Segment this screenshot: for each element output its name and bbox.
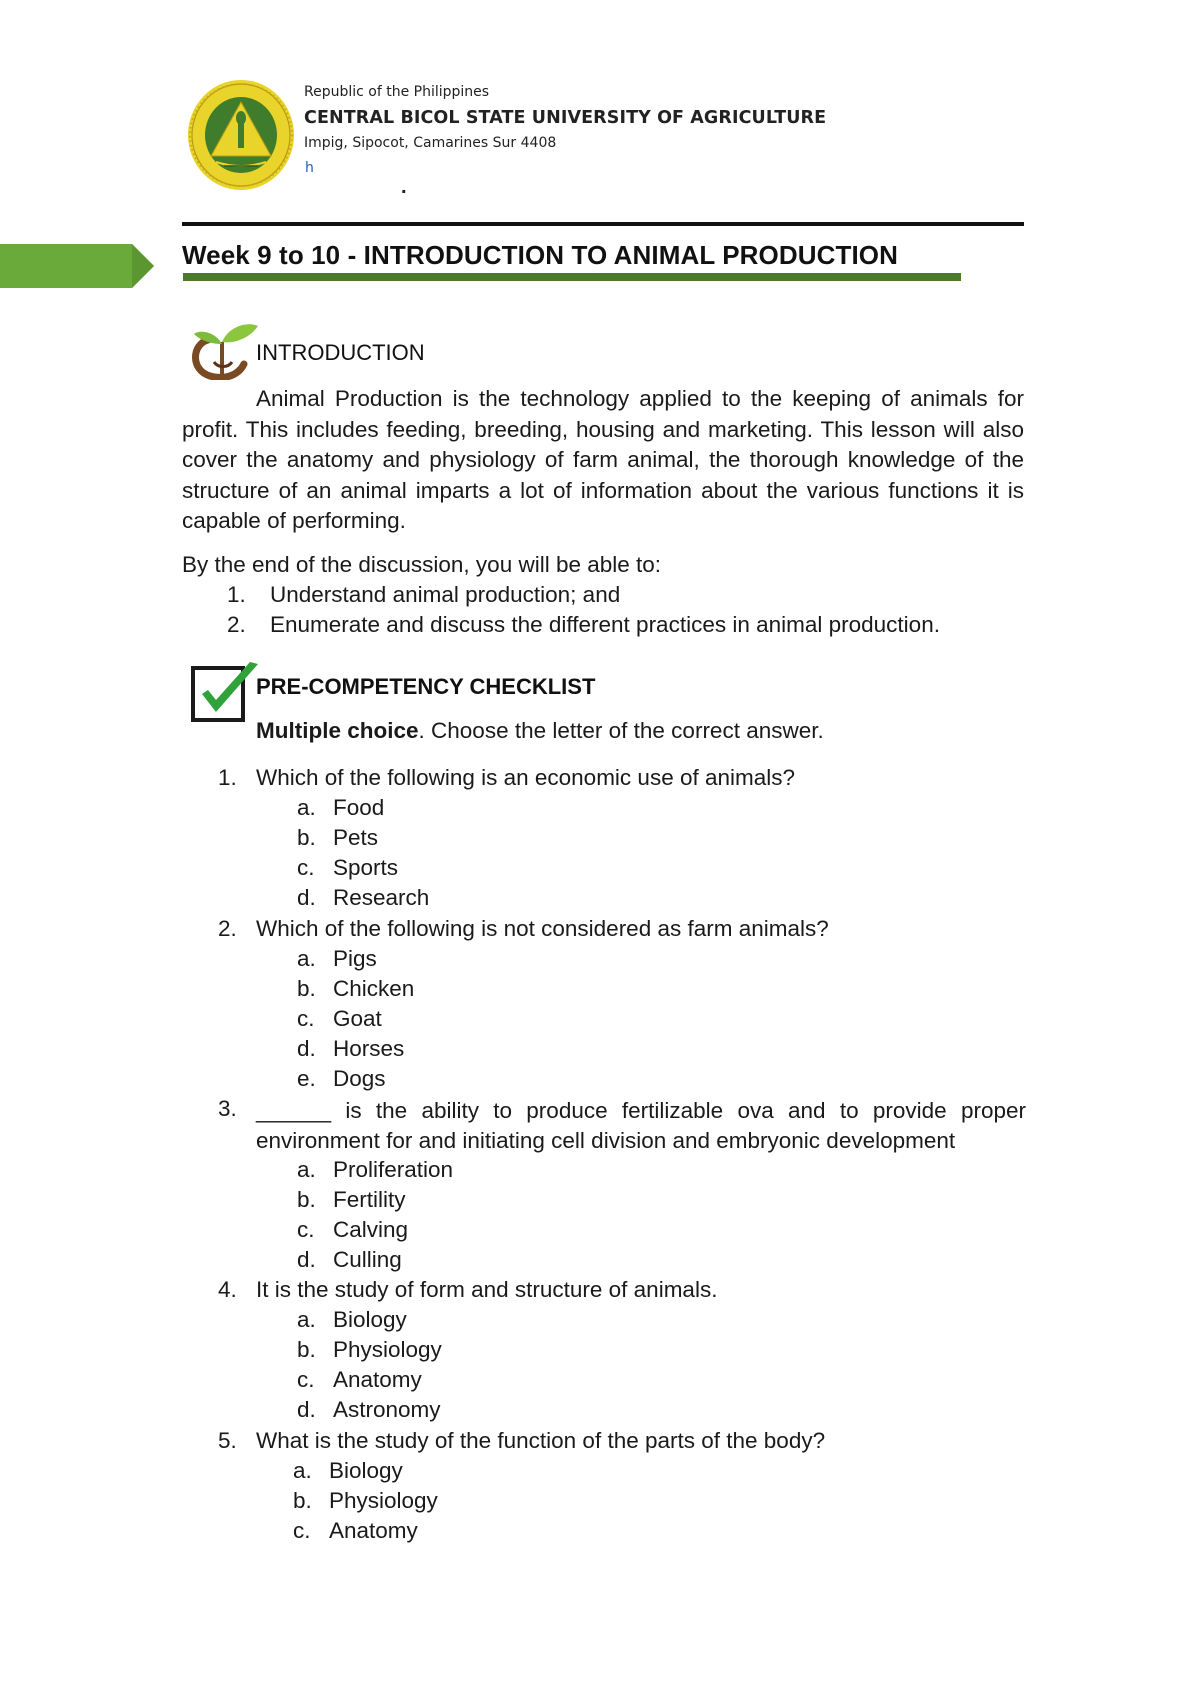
question-number: 4. xyxy=(218,1277,237,1302)
option-text: Goat xyxy=(333,1006,382,1031)
option-text: Physiology xyxy=(333,1337,442,1362)
header-rule xyxy=(182,222,1024,226)
option-text: Horses xyxy=(333,1036,405,1061)
university-seal-icon xyxy=(186,78,296,193)
option-text: Chicken xyxy=(333,976,415,1001)
option-text: Dogs xyxy=(333,1066,386,1091)
option-text: Physiology xyxy=(329,1488,438,1513)
option-letter: c. xyxy=(293,1518,311,1543)
introduction-paragraph-text: Animal Production is the technology applied to the keeping of animals for profit. This includes feeding, breeding, housing and marketing. This lesson will also cover the anatomy and physiology of farm animal, the thorough knowledge of the structure of an animal imparts a lot of information about the various functions it is capable of performing. xyxy=(182,386,1024,533)
option-text: Pigs xyxy=(333,946,377,971)
letterhead-university-name: CENTRAL BICOL STATE UNIVERSITY OF AGRICULTURE xyxy=(304,108,827,128)
question-text: ______ is the ability to produce fertilizable ova and to provide proper environment for and initiating cell division and embryonic development xyxy=(256,1098,1026,1153)
question-number: 2. xyxy=(218,916,237,941)
option-letter: d. xyxy=(297,1247,316,1272)
question-text: It is the study of form and structure of animals. xyxy=(256,1277,718,1302)
option-text: Anatomy xyxy=(333,1367,422,1392)
letterhead-dot: . xyxy=(401,176,407,198)
option-text: Anatomy xyxy=(329,1518,418,1543)
objective-text: Understand animal production; and xyxy=(270,582,621,607)
title-underline-bar xyxy=(183,273,961,281)
option-letter: b. xyxy=(293,1488,312,1513)
instruction-bold: Multiple choice xyxy=(256,718,419,743)
instruction-text: . Choose the letter of the correct answer. xyxy=(418,718,824,743)
introduction-paragraph xyxy=(182,384,1024,537)
option-text: Biology xyxy=(329,1458,403,1483)
option-text: Research xyxy=(333,885,430,910)
option-text: Food xyxy=(333,795,385,820)
option-letter: d. xyxy=(297,885,316,910)
checklist-instruction xyxy=(256,718,824,744)
page-title: Week 9 to 10 - INTRODUCTION TO ANIMAL PRODUCTION xyxy=(182,240,899,270)
objective-number: 1. xyxy=(227,582,246,607)
option-letter: a. xyxy=(293,1458,312,1483)
objective-number: 2. xyxy=(227,612,246,637)
sprout-icon xyxy=(188,318,260,380)
option-letter: c. xyxy=(297,1367,315,1392)
option-letter: a. xyxy=(297,1157,316,1182)
option-letter: b. xyxy=(297,976,316,1001)
question-text: Which of the following is not considered as farm animals? xyxy=(256,916,829,941)
checklist-heading: PRE-COMPETENCY CHECKLIST xyxy=(256,674,596,699)
option-letter: e. xyxy=(297,1066,316,1091)
option-letter: a. xyxy=(297,795,316,820)
question-text: Which of the following is an economic use of animals? xyxy=(256,765,796,790)
option-letter: c. xyxy=(297,1006,315,1031)
option-text: Culling xyxy=(333,1247,402,1272)
option-text: Biology xyxy=(333,1307,407,1332)
question-text: What is the study of the function of the parts of the body? xyxy=(256,1428,826,1453)
option-letter: b. xyxy=(297,825,316,850)
objective-text: Enumerate and discuss the different practices in animal production. xyxy=(270,612,940,637)
letterhead-address: Impig, Sipocot, Camarines Sur 4408 xyxy=(304,135,557,151)
option-letter: a. xyxy=(297,1307,316,1332)
objectives-lead: By the end of the discussion, you will be able to: xyxy=(182,552,662,577)
option-letter: d. xyxy=(297,1036,316,1061)
option-letter: d. xyxy=(297,1397,316,1422)
arrow-tab-icon xyxy=(0,242,156,290)
option-letter: b. xyxy=(297,1337,316,1362)
letterhead-link[interactable]: h xyxy=(305,160,314,176)
option-text: Calving xyxy=(333,1217,409,1242)
letterhead-republic: Republic of the Philippines xyxy=(304,84,490,100)
question-number: 3. xyxy=(218,1096,237,1121)
option-text: Pets xyxy=(333,825,379,850)
option-letter: c. xyxy=(297,855,315,880)
question-number: 1. xyxy=(218,765,237,790)
option-letter: c. xyxy=(297,1217,315,1242)
introduction-heading: INTRODUCTION xyxy=(256,340,425,365)
option-letter: a. xyxy=(297,946,316,971)
option-letter: b. xyxy=(297,1187,316,1212)
checkbox-check-icon xyxy=(190,660,262,726)
option-text: Astronomy xyxy=(333,1397,441,1422)
question-number: 5. xyxy=(218,1428,237,1453)
option-text: Sports xyxy=(333,855,399,880)
option-text: Fertility xyxy=(333,1187,406,1212)
option-text: Proliferation xyxy=(333,1157,454,1182)
